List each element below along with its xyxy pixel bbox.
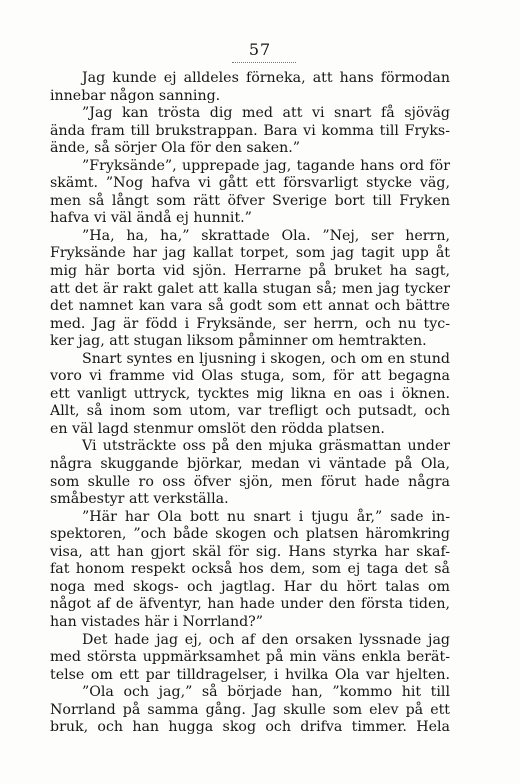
text-line: ”Ola och jag,” så började han, ”kommo hit till — [82, 684, 450, 701]
text-line: något af de äfventyr, han hade under den första tiden, — [50, 596, 450, 613]
text-line: ”Fryksände”, upprepade jag, tagande hans ord för — [82, 157, 450, 174]
text-line: ända fram till brukstrappan. Bara vi komma till Fryks- — [50, 122, 450, 139]
text-line: voro vi framme vid Olas stuga, som, för att begagna — [50, 368, 450, 385]
header-rule — [232, 62, 296, 63]
text-line: ker jag, att stugan liksom påminner om hemtrakten. — [50, 333, 427, 350]
text-line: med. Jag är född i Fryksände, ser herrn, och nu tyc- — [50, 315, 450, 332]
text-line: Det hade jag ej, och af den orsaken lyssnade jag — [82, 631, 450, 648]
text-line: en väl lagd stenmur omslöt den rödda platsen. — [50, 420, 385, 437]
page-number: 57 — [248, 40, 272, 59]
text-line: Jag kunde ej alldeles förneka, att hans förmodan — [82, 70, 450, 86]
text-line: några skuggande björkar, medan vi väntade på Ola, — [50, 456, 450, 473]
text-line: Snart syntes en ljusning i skogen, och om en stund — [82, 350, 450, 367]
text-line: ”Jag kan trösta dig med att vi snart få sjöväg — [82, 105, 450, 122]
body-text — [50, 70, 450, 737]
text-line: spektoren, ”och både skogen och platsen häromkring — [50, 526, 450, 543]
text-line: småbestyr att verkställa. — [50, 491, 229, 508]
text-line: bruk, och han hugga skog och drifva timmer. Hela — [50, 719, 450, 736]
text-line: ”Ha, ha, ha,” skrattade Ola. ”Nej, ser herrn, — [82, 227, 450, 244]
text-line: som skulle ro oss öfver sjön, men förut hade några — [50, 473, 450, 490]
text-line: innebar någon sanning. — [50, 87, 221, 104]
text-line: visa, att han gjort skäl för sig. Hans styrka har skaf- — [50, 543, 450, 560]
text-line: mig här borta vid sjön. Herrarne på bruket ha sagt, — [50, 263, 450, 280]
text-line: telse om ett par tilldragelser, i hvilka Ola var hjelten. — [50, 666, 450, 683]
text-line: han vistades här i Norrland?” — [50, 613, 264, 630]
text-line: fat honom respekt också hos dem, som ej taga det så — [50, 561, 450, 578]
text-line: skämt. ”Nog hafva vi gått ett försvarligt stycke väg, — [50, 175, 450, 192]
text-line: det namnet kan vara så godt som ett annat och bättre — [50, 298, 450, 315]
text-line: Allt, så inom som utom, var trefligt och putsadt, och — [50, 403, 450, 420]
text-line: att det är rakt galet att kalla stugan så; men jag tycker — [50, 280, 450, 297]
text-line: med största uppmärksamhet på min väns enkla berät- — [50, 649, 450, 666]
text-line: hafva vi väl ändå ej hunnit.” — [50, 210, 252, 227]
text-line: noga med skogs- och jagtlag. Har du hört talas om — [50, 578, 450, 595]
text-line: ett vanligt uttryck, tycktes mig likna en oas i öknen. — [50, 385, 450, 402]
text-line: men så långt som rätt öfver Sverige bort till Fryken — [50, 192, 450, 209]
text-line: Norrland på samma gång. Jag skulle som elev på ett — [50, 701, 450, 718]
text-line: ”Här har Ola bott nu snart i tjugu år,” sade in- — [82, 508, 450, 525]
text-line: ände, så sörjer Ola för den saken.” — [50, 140, 301, 157]
text-line: Vi utsträckte oss på den mjuka gräsmattan under — [82, 438, 450, 455]
text-line: Fryksände har jag kallat torpet, som jag tagit upp åt — [50, 245, 450, 262]
